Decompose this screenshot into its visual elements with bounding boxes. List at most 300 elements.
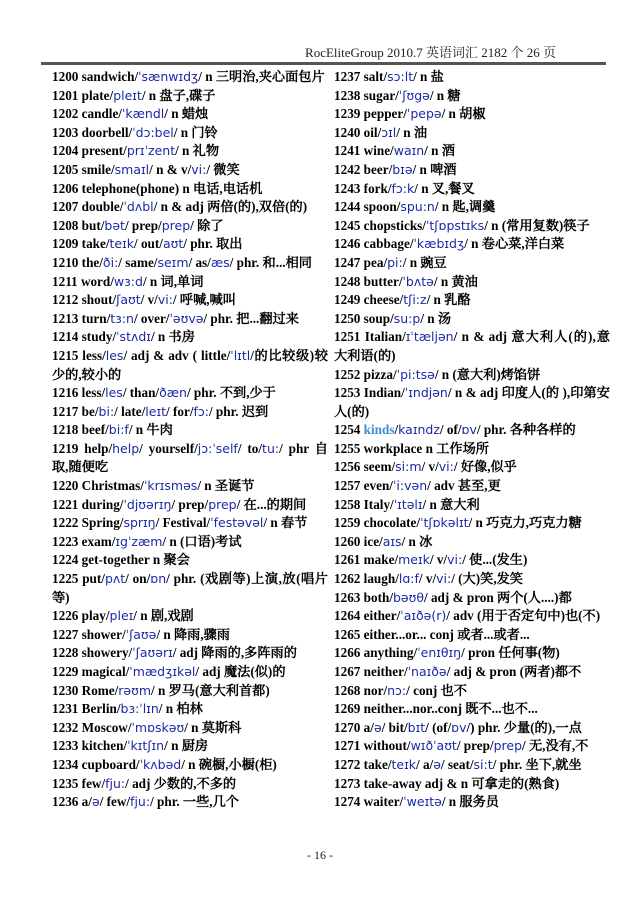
vocab-entry-1247	[334, 254, 610, 273]
vocab-entry-1227	[52, 626, 328, 645]
entry-text: 1206 telephone(phone) n 电话,电话机	[52, 180, 263, 196]
entry-text: / on/	[125, 571, 151, 587]
entry-text: / 在...的期间	[236, 496, 307, 512]
entry-text: / n 卷心菜,洋白菜	[464, 236, 565, 252]
phonetic: ði:	[102, 254, 119, 270]
entry-text: / v/	[421, 459, 439, 475]
phonetic: ˈəʊvə	[169, 310, 204, 326]
entry-text: / n 剧,戏剧	[133, 608, 194, 624]
entry-text: 1234 cupboard/	[52, 756, 140, 772]
entry-text: / n 盘子,碟子	[141, 87, 216, 103]
entry-text: / n 服务员	[441, 794, 499, 810]
entry-text: 1231 Berlin/	[52, 701, 121, 717]
entry-text: / phr. 各种各样的	[476, 422, 576, 438]
entry-text: / n 圣诞节	[197, 478, 255, 494]
entry-text: 1267 neither/	[334, 664, 408, 679]
entry-text: / late/	[114, 403, 146, 419]
entry-text: 1228 showery/	[52, 645, 133, 661]
entry-text: / same/	[118, 254, 158, 270]
vocab-entry-1255	[334, 440, 610, 459]
entry-text: 1271 without/	[334, 738, 411, 754]
phonetic: ˈɪtəlɪ	[393, 496, 423, 512]
phonetic: meɪk	[398, 552, 430, 568]
phonetic: ɒn	[150, 571, 167, 587]
phonetic: tɜ:n	[110, 310, 134, 326]
vocab-entry-1222	[52, 514, 328, 533]
vocab-entry-1256	[334, 458, 610, 477]
phonetic: prep	[161, 217, 191, 233]
phonetic: ˈnaɪðə	[407, 664, 447, 679]
phonetic: ˈi:vən	[392, 478, 428, 494]
entry-text: / phr. 把...翻过来	[203, 310, 299, 326]
entry-text: / prep/	[124, 217, 162, 233]
entry-text: 1217 be/	[52, 403, 99, 419]
phonetic: fɔ:k	[391, 180, 415, 196]
entry-text: / 使...(发生)	[462, 552, 528, 568]
entry-text: / n & adj 两倍(的),双倍(的)	[153, 199, 308, 215]
entry-text: / phr. 和...相同	[229, 254, 312, 270]
vocab-entry-1200	[52, 68, 328, 87]
entry-text: / adj 魔法(似)的	[195, 664, 286, 679]
vocab-entry-1253	[334, 384, 610, 421]
right-column	[334, 68, 610, 812]
entry-text: / v/	[140, 292, 158, 308]
vocab-entry-1265	[334, 626, 610, 645]
entry-text: / Festival/	[155, 515, 211, 531]
phonetic: bət	[104, 217, 125, 233]
vocab-entry-1231	[52, 700, 328, 719]
highlighted-word: kinds	[363, 422, 395, 438]
entry-text: 1222 Spring/	[52, 515, 124, 531]
vocab-entry-1228	[52, 644, 328, 663]
entry-text: 1255 workplace n 工作场所	[334, 440, 489, 456]
entry-text: / conj 也不	[406, 682, 467, 698]
phonetic: fju:	[130, 794, 151, 810]
entry-text: / n 黄油	[433, 273, 478, 289]
vocab-entry-1270	[334, 719, 610, 738]
entry-text: 1252 pizza/	[334, 366, 397, 382]
entry-text: / prep/	[171, 496, 209, 512]
entry-text: 1208 but/	[52, 217, 105, 233]
entry-text: / n 冰	[401, 533, 433, 549]
entry-text: / than/	[122, 385, 160, 401]
vocab-entry-1267	[334, 663, 610, 682]
entry-text: /) phr. 少量(的),一点	[466, 719, 582, 735]
phonetic: ə	[433, 756, 441, 772]
entry-text: / n 盐	[413, 69, 444, 84]
entry-text: 1265 either...or... conj 或者...或者...	[334, 626, 530, 642]
entry-text: 1224 get-together n 聚会	[52, 552, 190, 568]
entry-text: /	[394, 422, 399, 438]
vocab-entry-1220	[52, 477, 328, 496]
phonetic: pleɪt	[113, 87, 142, 103]
phonetic: ˈmædʒɪkəl	[129, 664, 196, 679]
entry-text: 1227 shower/	[52, 626, 126, 642]
phonetic: fju:	[105, 775, 126, 791]
entry-text: / 无,没有,不	[522, 738, 589, 754]
phonetic: vi:	[436, 571, 452, 587]
vocab-entry-1246	[334, 235, 610, 254]
vocab-entry-1245	[334, 217, 610, 236]
vocab-entry-1226	[52, 607, 328, 626]
entry-text: 1268 nor/	[334, 682, 388, 698]
vocab-entry-1273	[334, 775, 610, 794]
vocab-entry-1210	[52, 254, 328, 273]
entry-text: 1266 anything/	[334, 645, 418, 661]
entry-text: 1236 a/	[52, 794, 92, 810]
entry-text: 1202 candle/	[52, 106, 122, 122]
vocab-entry-1252	[334, 366, 610, 385]
vocab-entry-1229	[52, 663, 328, 682]
phonetic: ə	[373, 719, 382, 735]
phonetic: aɪs	[382, 533, 402, 549]
entry-text: / n 门铃	[173, 124, 218, 140]
vocab-entry-1209	[52, 235, 328, 254]
entry-text: 1221 during/	[52, 496, 124, 512]
vocab-entry-1241	[334, 142, 610, 161]
vocab-entry-1259	[334, 514, 610, 533]
entry-text: 1218 beef/	[52, 422, 109, 438]
entry-text: 1233 kitchen/	[52, 738, 128, 754]
entry-text: 1250 soup/	[334, 310, 394, 326]
entry-text: 1254	[334, 422, 364, 438]
vocab-entry-1239	[334, 105, 610, 124]
phonetic: ˈʃaʊə	[125, 626, 157, 642]
phonetic: ˈenɪθɪŋ	[417, 645, 462, 661]
vocab-entry-1208	[52, 217, 328, 236]
phonetic: ˈkæbɪdʒ	[413, 236, 465, 252]
phonetic: si:t	[473, 756, 493, 772]
phonetic: ˈfestəvəl	[210, 515, 264, 531]
entry-text: / over/	[133, 310, 170, 326]
vocab-entry-1251	[334, 328, 610, 365]
vocab-entry-1257	[334, 477, 610, 496]
entry-text: / n 碗橱,小橱(柜)	[181, 756, 277, 772]
entry-text: / adj & pron (两者)都不	[446, 664, 582, 679]
entry-text: / n 豌豆	[402, 254, 447, 270]
phonetic: spu:n	[400, 199, 435, 215]
entry-text: / n 罗马(意大利首都)	[151, 682, 270, 698]
entry-text: 1225 put/	[52, 571, 105, 587]
phonetic: su:p	[393, 310, 421, 326]
vocab-entry-1204	[52, 142, 328, 161]
phonetic: ɪˈtæljən	[405, 329, 454, 345]
phonetic: ˈdʌbl	[123, 199, 154, 215]
entry-text: 1248 butter/	[334, 273, 403, 289]
vocab-entry-1261	[334, 551, 610, 570]
vocab-entry-1230	[52, 682, 328, 701]
phonetic: les	[105, 347, 124, 363]
entry-text: / n 礼物	[175, 143, 220, 159]
entry-text: / n 胡椒	[441, 106, 486, 122]
phonetic: bi:	[98, 403, 115, 419]
phonetic: ɔɪl	[381, 124, 397, 140]
phonetic: seɪm	[157, 254, 189, 270]
header-rule	[41, 62, 606, 65]
entry-text: 1269 neither...nor..conj 既不...也不...	[334, 701, 538, 717]
phonetic: vi:	[438, 459, 454, 475]
entry-text: 1245 chopsticks/	[334, 217, 426, 233]
entry-text: / phr. 迟到	[208, 403, 269, 419]
entry-text: / n 厨房	[164, 738, 209, 754]
phonetic: ˈpepə	[406, 106, 442, 122]
entry-text: 1260 ice/	[334, 533, 383, 549]
entry-text: / 微笑	[206, 161, 240, 177]
entry-text: / n 降雨,骤雨	[156, 626, 230, 642]
entry-text: / adj 少数的,不多的	[125, 775, 237, 791]
entry-text: 1201 plate/	[52, 87, 114, 103]
phonetic: æs	[210, 254, 230, 270]
entry-text: 1232 Moscow/	[52, 719, 132, 735]
phonetic: tʃi:z	[403, 292, 427, 308]
entry-text: 1229 magical/	[52, 664, 130, 679]
phonetic: bɪt	[407, 719, 426, 735]
vocab-entry-1271	[334, 737, 610, 756]
entry-text: / n 牛肉	[128, 422, 173, 438]
phonetic: ˈbʌtə	[402, 273, 434, 289]
phonetic: kaɪndz	[398, 422, 440, 438]
phonetic: jɔ:ˈself	[197, 440, 238, 456]
entry-text: / out/	[134, 236, 163, 252]
phonetic: nɔ:	[387, 682, 407, 698]
entry-text: / (of/	[425, 719, 452, 735]
entry-text: / v/	[429, 552, 448, 568]
phonetic: pleɪ	[109, 608, 134, 624]
phonetic: ə	[91, 794, 100, 810]
vocab-entry-1250	[334, 310, 610, 329]
vocab-entry-1233	[52, 737, 328, 756]
phonetic: bəʊθ	[393, 589, 424, 605]
phonetic: tu:	[262, 440, 280, 456]
entry-text: / few/	[99, 794, 131, 810]
phonetic: vi:	[191, 161, 207, 177]
phonetic: ˈtʃɒpstɪks	[425, 217, 485, 233]
entry-text: 1256 seem/	[334, 459, 396, 475]
phonetic: ʃaʊt	[116, 292, 141, 308]
phonetic: ˈʃaʊərɪ	[132, 645, 173, 661]
entry-text: / n & adj 印度人(的 ),印第安人(的)	[334, 385, 610, 419]
entry-text: 1240 oil/	[334, 124, 382, 140]
vocab-entry-1260	[334, 533, 610, 552]
vocab-entry-1243	[334, 180, 610, 199]
entry-text: 1203 doorbell/	[52, 124, 133, 140]
entry-text: 1274 waiter/	[334, 794, 404, 810]
entry-text: 1220 Christmas/	[52, 478, 144, 494]
entry-text: / phr 自取,随便吃	[52, 440, 328, 475]
vocab-entry-1216	[52, 384, 328, 403]
phonetic: ˈaɪðə(r)	[400, 608, 447, 624]
left-column	[52, 68, 328, 812]
vocab-entry-1254	[334, 421, 610, 440]
entry-text: 1210 the/	[52, 254, 103, 270]
entry-text: 1273 take-away adj & n 可拿走的(熟食)	[334, 775, 560, 791]
phonetic: ˈdjʊərɪŋ	[123, 496, 172, 512]
phonetic: sɔ:lt	[387, 69, 414, 84]
entry-text: / phr. 不到,少于	[186, 385, 276, 401]
entry-text: / n 词,单词	[142, 273, 204, 289]
phonetic: vi:	[157, 292, 173, 308]
entry-text: 1204 present/	[52, 143, 127, 159]
vocab-entry-1266	[334, 644, 610, 663]
entry-text: / n 柏林	[158, 701, 203, 717]
phonetic: ðæn	[159, 385, 187, 401]
phonetic: help	[112, 440, 140, 456]
entry-text: 1235 few/	[52, 775, 106, 791]
entry-text: / n 意大利	[422, 496, 480, 512]
vocab-entry-1212	[52, 291, 328, 310]
entry-text: 1212 shout/	[52, 292, 117, 308]
phonetic: sprɪŋ	[123, 515, 156, 531]
entry-text: 1226 play/	[52, 608, 110, 624]
entry-text: / phr. 坐下,就坐	[492, 756, 582, 772]
phonetic: wɪðˈaʊt	[410, 738, 457, 754]
vocab-entry-1213	[52, 310, 328, 329]
entry-text: / n 三明治,夹心面包片	[198, 69, 325, 84]
vocab-entry-1274	[334, 793, 610, 812]
entry-text: / of/	[439, 422, 462, 438]
entry-text: / n & adj 意大利人(的),意大利语(的)	[334, 329, 610, 363]
entry-text: / n & v/	[149, 161, 192, 177]
entry-text: / n 莫斯科	[184, 719, 242, 735]
phonetic: ˈɪndjən	[404, 385, 448, 401]
vocab-entry-1248	[334, 273, 610, 292]
vocab-entry-1221	[52, 496, 328, 515]
phonetic: leɪt	[145, 403, 167, 419]
vocab-entry-1206	[52, 180, 328, 199]
vocab-entry-1237	[334, 68, 610, 87]
entry-text: / n 巧克力,巧克力糖	[468, 515, 582, 531]
vocab-entry-1215	[52, 347, 328, 384]
phonetic: ˈweɪtə	[403, 794, 442, 810]
entry-text: / n 蜡烛	[164, 106, 209, 122]
entry-text: 1253 Indian/	[334, 385, 405, 401]
phonetic: ˈkʌbəd	[139, 756, 182, 772]
vocab-entry-1240	[334, 124, 610, 143]
entry-text: 1239 pepper/	[334, 106, 407, 122]
vocab-entry-1262	[334, 570, 610, 589]
vocab-entry-1263	[334, 589, 610, 608]
entry-text: 1205 smile/	[52, 161, 115, 177]
entry-text: / n 乳酪	[426, 292, 471, 308]
vocab-entry-1201	[52, 87, 328, 106]
entry-text: / adj & adv ( little/	[123, 347, 231, 363]
vocab-entry-1249	[334, 291, 610, 310]
entry-text: 1246 cabbage/	[334, 236, 414, 252]
entry-text: 1257 even/	[334, 478, 393, 494]
entry-text: 1211 word/	[52, 273, 114, 289]
entry-text: 1242 beer/	[334, 161, 393, 177]
vocab-entry-1203	[52, 124, 328, 143]
entry-text: / (大)笑,发笑	[451, 571, 523, 587]
entry-text: 1238 sugar/	[334, 87, 399, 103]
phonetic: ɒv	[461, 422, 477, 438]
phonetic: ˈpi:tsə	[396, 366, 435, 382]
entry-text: / a/	[416, 756, 434, 772]
vocab-entry-1234	[52, 756, 328, 775]
vocab-entry-1217	[52, 403, 328, 422]
entry-text: 1264 either/	[334, 608, 401, 624]
entry-text: 1230 Rome/	[52, 682, 119, 698]
entry-text: / n 叉,餐叉	[414, 180, 475, 196]
phonetic: prep	[493, 738, 523, 754]
phonetic: bɜ:ˈlɪn	[120, 701, 159, 717]
phonetic: ˈlɪtl	[230, 347, 251, 363]
phonetic: si:m	[395, 459, 422, 475]
vocab-entry-1244	[334, 198, 610, 217]
entry-text: / to/	[237, 440, 263, 456]
phonetic: wɜ:d	[113, 273, 143, 289]
entry-text: / adj 降雨的,多阵雨的	[172, 645, 297, 661]
vocab-entry-1207	[52, 198, 328, 217]
entry-text: 1247 pea/	[334, 254, 388, 270]
vocab-entry-1205	[52, 161, 328, 180]
vocab-entry-1242	[334, 161, 610, 180]
entry-text: / phr. 取出	[183, 236, 243, 252]
entry-text: / prep/	[456, 738, 494, 754]
phonetic: ˈtʃɒkəlɪt	[420, 515, 469, 531]
entry-text: 1262 laugh/	[334, 571, 399, 587]
phonetic: teɪk	[109, 236, 134, 252]
vocab-entry-1264	[334, 607, 610, 626]
vocab-entry-1224	[52, 551, 328, 570]
entry-text: 1258 Italy/	[334, 496, 394, 512]
phonetic: ˈkrɪsməs	[143, 478, 198, 494]
entry-text: / bit/	[381, 719, 408, 735]
phonetic: ˈkændl	[121, 106, 165, 122]
page-header: RocEliteGroup 2010.7 英语词汇 2182 个 26 页	[305, 45, 556, 60]
page-number: - 16 -	[307, 848, 333, 862]
entry-text: / n (口语)考试	[162, 533, 242, 549]
phonetic: ɒv	[451, 719, 467, 735]
entry-text: / phr. 一些,几个	[150, 794, 239, 810]
vocab-entry-1232	[52, 719, 328, 738]
phonetic: lɑ:f	[398, 571, 419, 587]
entry-text: / n 糖	[429, 87, 461, 103]
phonetic: ˈdɔ:bel	[132, 124, 174, 140]
vocab-entry-1269	[334, 700, 610, 719]
entry-text: 1241 wine/	[334, 143, 394, 159]
vocab-entry-1225	[52, 570, 328, 607]
entry-text: / 好像,似乎	[453, 459, 517, 475]
entry-text: 1237 salt/	[334, 69, 388, 84]
entry-text: / n 书房	[150, 329, 195, 345]
entry-text: / n 啤酒	[412, 161, 457, 177]
entry-text: 1215 less/	[52, 347, 106, 363]
phonetic: bi:f	[108, 422, 129, 438]
entry-text: 1263 both/	[334, 589, 393, 605]
entry-text: / as/	[188, 254, 211, 270]
vocab-entry-1235	[52, 775, 328, 794]
entry-text: 1209 take/	[52, 236, 110, 252]
entry-text: /的比较级)较少的,较小的	[52, 347, 328, 382]
entry-text: / n (意大利)烤馅饼	[434, 366, 541, 382]
vocab-entry-1219	[52, 440, 328, 477]
vocab-entry-1238	[334, 87, 610, 106]
entry-text: / n 油	[396, 124, 428, 140]
phonetic: teɪk	[391, 756, 416, 772]
phonetic: ˈmɒskəʊ	[131, 719, 185, 735]
entry-text: / for/	[166, 403, 194, 419]
entry-text: 1259 chocolate/	[334, 515, 421, 531]
entry-text: 1249 cheese/	[334, 292, 404, 308]
entry-text: / n 匙,调羹	[434, 199, 496, 215]
vocab-entry-1223	[52, 533, 328, 552]
entry-text: 1261 make/	[334, 552, 399, 568]
vocab-entry-1258	[334, 496, 610, 515]
entry-text: / adj & pron 两个(人....)都	[424, 589, 572, 605]
phonetic: pi:	[387, 254, 403, 270]
entry-text: / n (常用复数)筷子	[484, 217, 590, 233]
